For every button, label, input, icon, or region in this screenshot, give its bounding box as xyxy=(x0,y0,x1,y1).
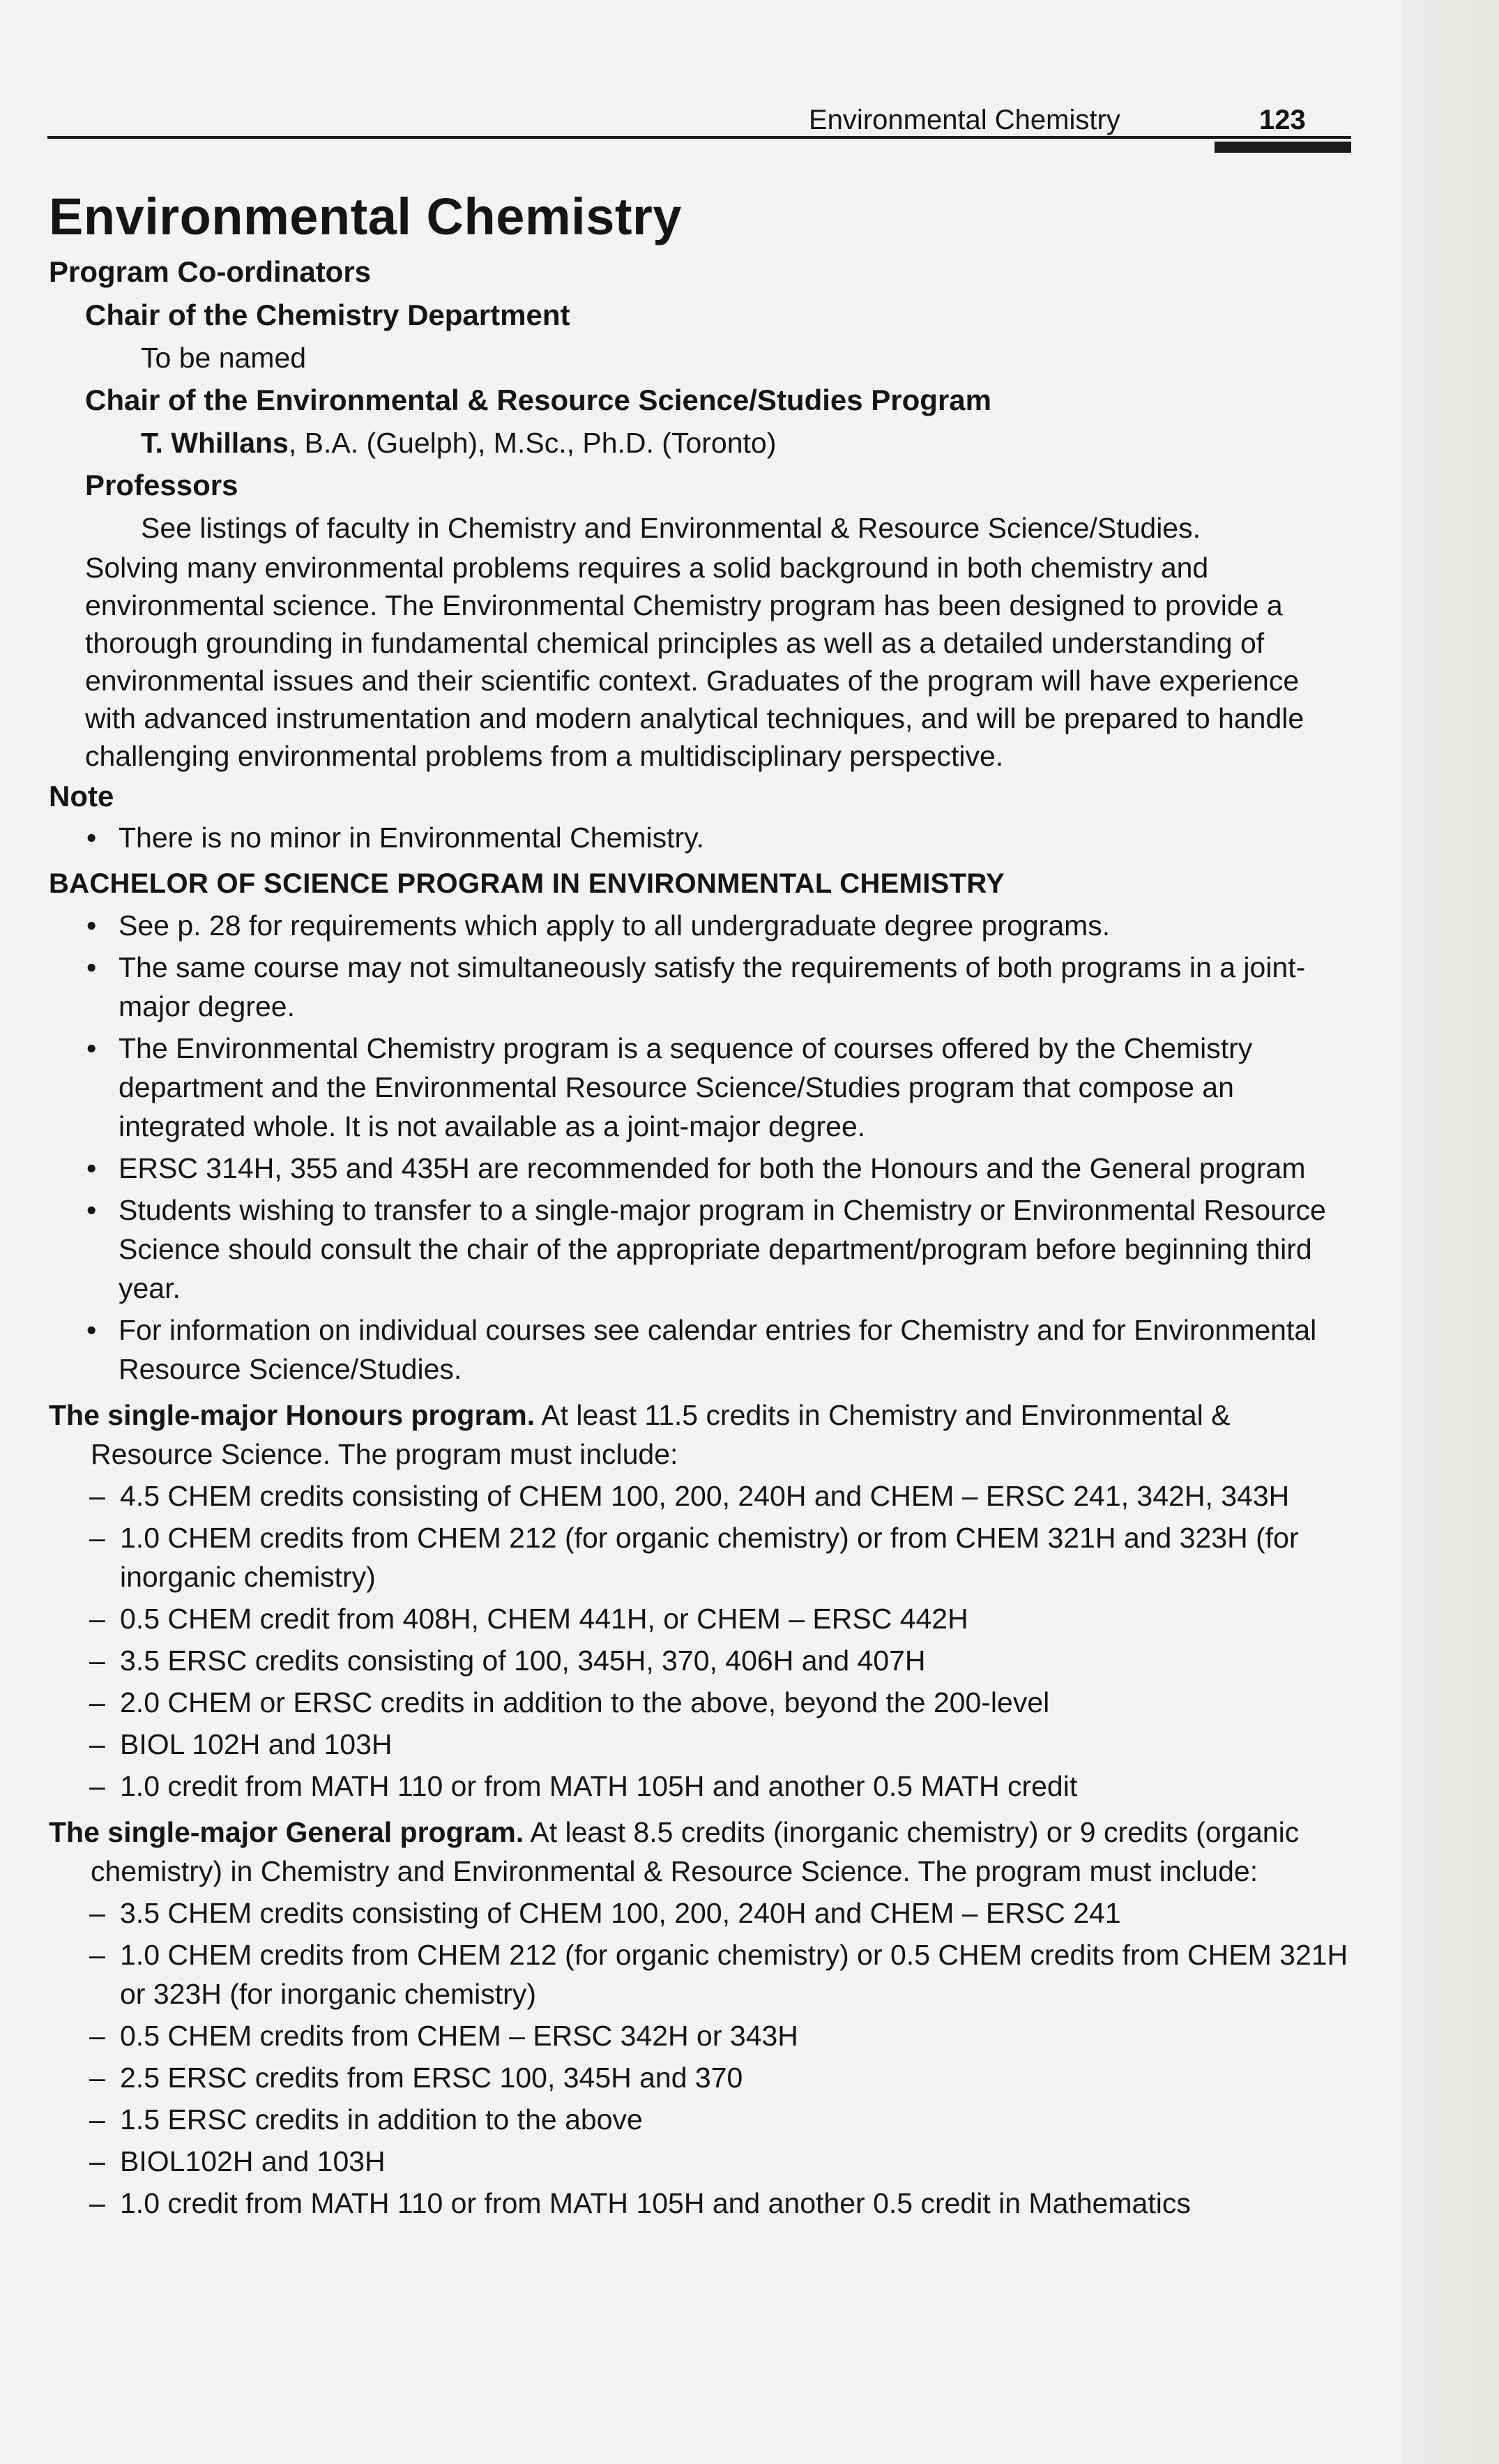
requirement-item: – 4.5 CHEM credits consisting of CHEM 100, 200, 240H and CHEM – ERSC 241, 342H, 343H xyxy=(49,1476,1353,1516)
requirement-item: – 2.5 ERSC credits from ERSC 100, 345H and 370 xyxy=(49,2058,1353,2097)
requirement-item: – 1.0 CHEM credits from CHEM 212 (for organic chemistry) or from CHEM 321H and 323H (for inorganic chemistry) xyxy=(49,1518,1353,1596)
running-head-title: Environmental Chemistry xyxy=(809,105,1120,135)
dash-marker: – xyxy=(89,1897,105,1930)
ers-chair-name: T. Whillans xyxy=(141,427,289,460)
bullet-marker: • xyxy=(86,909,97,942)
chem-chair-heading: Chair of the Chemistry Department xyxy=(85,298,570,332)
running-head xyxy=(47,105,1351,146)
header-rule-accent xyxy=(1215,142,1351,153)
bullet-marker: • xyxy=(86,951,97,984)
dash-marker: – xyxy=(89,1480,105,1513)
dash-marker: – xyxy=(89,2103,105,2136)
note-item: • There is no minor in Environmental Chemistry. xyxy=(49,818,1353,857)
ers-chair-entry xyxy=(141,422,1353,464)
ers-chair-heading: Chair of the Environmental & Resource Science/Studies Program xyxy=(85,384,992,417)
bsc-item: • Students wishing to transfer to a single-major program in Chemistry or Environmental Resource Science should consult the chair of the appropriate department/program before beginning third year. xyxy=(49,1191,1353,1308)
bsc-item: • See p. 28 for requirements which apply to all undergraduate degree programs. xyxy=(49,906,1353,945)
requirement-item: – 1.0 credit from MATH 110 or from MATH 105H and another 0.5 MATH credit xyxy=(49,1767,1353,1806)
page-number: 123 xyxy=(1259,105,1306,135)
bullet-marker: • xyxy=(86,1314,97,1347)
page-content xyxy=(49,187,1353,2225)
dash-marker: – xyxy=(89,1645,105,1677)
general-intro xyxy=(49,1813,1353,1891)
requirement-item: – 2.0 CHEM or ERSC credits in addition to the above, beyond the 200-level xyxy=(49,1683,1353,1722)
intro-paragraph: Solving many environmental problems requires a solid background in both chemistry and environmental science. The Environmental Chemistry program has been designed to provide a thorough grounding in fundamental chemical principles as well as a detailed understanding of environmental issues and their scientific context. Graduates of the program will have experience with advanced instrumentation and modern analytical techniques, and will be prepared to handle challenging environmental problems from a multidisciplinary perspective. xyxy=(85,552,1304,773)
dash-marker: – xyxy=(89,1686,105,1719)
honours-lead: The single-major Honours program. xyxy=(49,1399,535,1432)
bullet-marker: • xyxy=(86,822,97,854)
bullet-marker: • xyxy=(86,1032,97,1065)
requirement-item: – 0.5 CHEM credits from CHEM – ERSC 342H or 343H xyxy=(49,2016,1353,2055)
dash-marker: – xyxy=(89,2145,105,2178)
header-rule xyxy=(47,136,1351,139)
dash-marker: – xyxy=(89,1728,105,1761)
bsc-item: • The Environmental Chemistry program is a sequence of courses offered by the Chemistry department and the Environmental Resource Science/Studies program that compose an integrated whole. It is not available as a joint-major degree. xyxy=(49,1029,1353,1146)
ers-chair-degrees: , B.A. (Guelph), M.Sc., Ph.D. (Toronto) xyxy=(288,427,777,460)
honours-text: At least 11.5 credits in Chemistry and Environmental & Resource Science. The program must include: xyxy=(91,1399,1231,1471)
dash-marker: – xyxy=(89,1603,105,1635)
coordinators-heading: Program Co-ordinators xyxy=(49,255,372,289)
requirement-item: – 3.5 CHEM credits consisting of CHEM 100, 200, 240H and CHEM – ERSC 241 xyxy=(49,1894,1353,1933)
professors-heading: Professors xyxy=(85,469,238,502)
page-edge xyxy=(1401,0,1499,2464)
dash-marker: – xyxy=(89,2187,105,2220)
dash-marker: – xyxy=(89,2062,105,2094)
dash-marker: – xyxy=(89,1522,105,1555)
requirement-item: – 1.0 credit from MATH 110 or from MATH 105H and another 0.5 credit in Mathematics xyxy=(49,2184,1353,2223)
bullet-marker: • xyxy=(86,1152,97,1185)
professors-text: See listings of faculty in Chemistry and Environmental & Resource Science/Studies. xyxy=(141,512,1201,545)
bsc-item: • The same course may not simultaneously satisfy the requirements of both programs in a joint-major degree. xyxy=(49,948,1353,1026)
dash-marker: – xyxy=(89,1939,105,1972)
requirement-item: – 1.5 ERSC credits in addition to the above xyxy=(49,2100,1353,2139)
bsc-item: • For information on individual courses see calendar entries for Chemistry and for Environmental Resource Science/Studies. xyxy=(49,1310,1353,1389)
general-text: At least 8.5 credits (inorganic chemistry) or 9 credits (organic chemistry) in Chemistry and Environmental & Resource Science. The program must include: xyxy=(91,1816,1300,1888)
general-lead: The single-major General program. xyxy=(49,1816,524,1849)
chem-chair-value: To be named xyxy=(141,342,307,375)
dash-marker: – xyxy=(89,2020,105,2053)
bsc-item: • ERSC 314H, 355 and 435H are recommended for both the Honours and the General program xyxy=(49,1149,1353,1188)
note-heading: Note xyxy=(49,780,114,813)
dash-marker: – xyxy=(89,1770,105,1803)
honours-intro xyxy=(49,1396,1353,1474)
requirement-item: – 3.5 ERSC credits consisting of 100, 345H, 370, 406H and 407H xyxy=(49,1641,1353,1680)
page-title: Environmental Chemistry xyxy=(49,188,682,245)
bullet-marker: • xyxy=(86,1194,97,1227)
note-list xyxy=(49,818,1353,857)
requirement-item: – BIOL102H and 103H xyxy=(49,2142,1353,2181)
bsc-list xyxy=(49,906,1353,1389)
bsc-heading: BACHELOR OF SCIENCE PROGRAM IN ENVIRONMENTAL CHEMISTRY xyxy=(49,868,1005,900)
requirement-item: – BIOL 102H and 103H xyxy=(49,1725,1353,1764)
general-requirements xyxy=(49,1894,1353,2223)
honours-requirements xyxy=(49,1476,1353,1806)
requirement-item: – 0.5 CHEM credit from 408H, CHEM 441H, or CHEM – ERSC 442H xyxy=(49,1599,1353,1638)
requirement-item: – 1.0 CHEM credits from CHEM 212 (for organic chemistry) or 0.5 CHEM credits from CHEM 321H or 323H (for inorganic chemistry) xyxy=(49,1935,1353,2013)
